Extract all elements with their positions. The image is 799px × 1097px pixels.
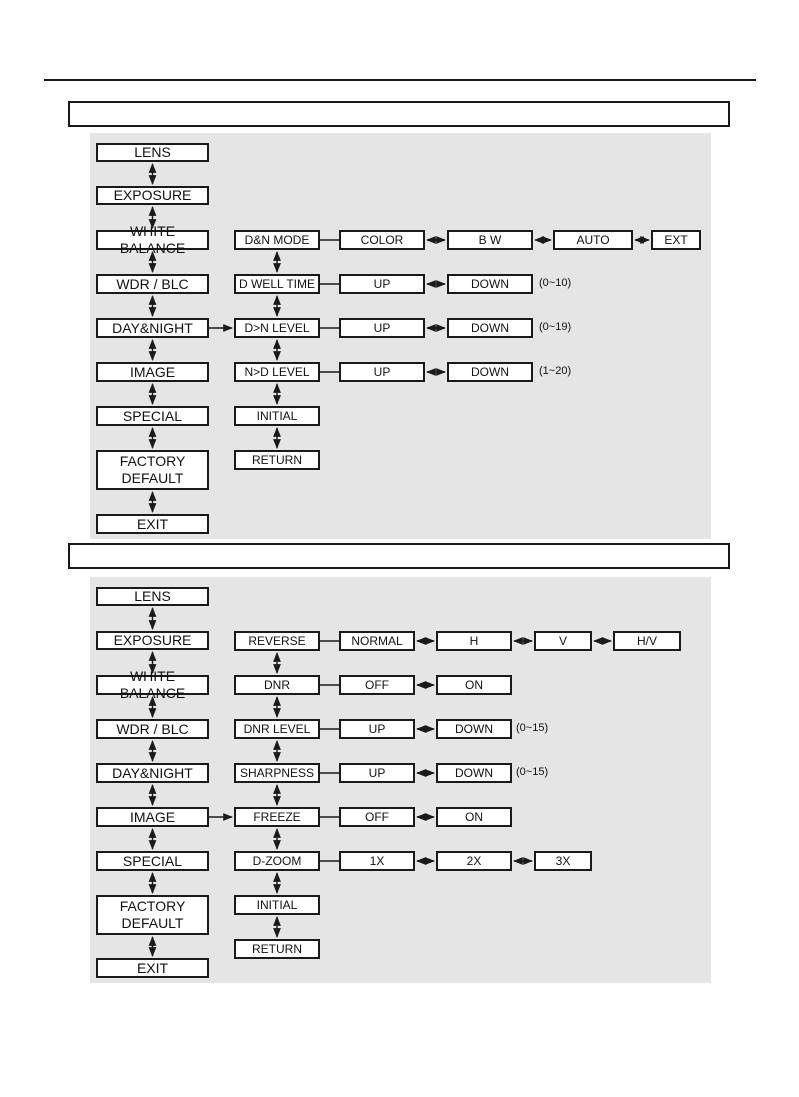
- image-menu-exit[interactable]: EXIT: [96, 958, 209, 978]
- daynight-opt-n-d-level-down[interactable]: DOWN: [447, 362, 533, 382]
- image-menu-day-night[interactable]: DAY&NIGHT: [96, 763, 209, 783]
- image-opt-dnr-off[interactable]: OFF: [339, 675, 415, 695]
- daynight-menu-wdr-blc[interactable]: WDR / BLC: [96, 274, 209, 294]
- daynight-opt-d-n-level-down[interactable]: DOWN: [447, 318, 533, 338]
- image-opt-d-zoom-1x[interactable]: 1X: [339, 851, 415, 871]
- image-range-sharpness: (0~15): [516, 766, 549, 778]
- image-sub-initial[interactable]: INITIAL: [234, 895, 320, 915]
- daynight-menu-special[interactable]: SPECIAL: [96, 406, 209, 426]
- image-opt-reverse-v[interactable]: V: [534, 631, 592, 651]
- image-sub-sharpness[interactable]: SHARPNESS: [234, 763, 320, 783]
- daynight-menu-exposure[interactable]: EXPOSURE: [96, 186, 209, 205]
- daynight-opt-n-d-level-up[interactable]: UP: [339, 362, 425, 382]
- daynight-menu-white-balance[interactable]: WHITE BALANCE: [96, 230, 209, 250]
- daynight-opt-d-n-mode-b-w[interactable]: B W: [447, 230, 533, 250]
- image-menu-special[interactable]: SPECIAL: [96, 851, 209, 871]
- image-sub-reverse[interactable]: REVERSE: [234, 631, 320, 651]
- daynight-menu-day-night[interactable]: DAY&NIGHT: [96, 318, 209, 338]
- image-menu-lens[interactable]: LENS: [96, 587, 209, 606]
- image-opt-reverse-h-v[interactable]: H/V: [613, 631, 681, 651]
- image-opt-sharpness-down[interactable]: DOWN: [436, 763, 512, 783]
- image-menu-white-balance[interactable]: WHITE BALANCE: [96, 675, 209, 695]
- image-opt-freeze-off[interactable]: OFF: [339, 807, 415, 827]
- daynight-sub-n-d-level[interactable]: N>D LEVEL: [234, 362, 320, 382]
- image-opt-reverse-normal[interactable]: NORMAL: [339, 631, 415, 651]
- daynight-sub-return[interactable]: RETURN: [234, 450, 320, 470]
- daynight-opt-d-well-time-down[interactable]: DOWN: [447, 274, 533, 294]
- daynight-menu-image[interactable]: IMAGE: [96, 362, 209, 382]
- daynight-range-d-n-level: (0~19): [539, 321, 572, 333]
- image-opt-d-zoom-2x[interactable]: 2X: [436, 851, 512, 871]
- image-sub-dnr-level[interactable]: DNR LEVEL: [234, 719, 320, 739]
- daynight-sub-d-n-level[interactable]: D>N LEVEL: [234, 318, 320, 338]
- image-sub-d-zoom[interactable]: D-ZOOM: [234, 851, 320, 871]
- daynight-opt-d-n-mode-ext[interactable]: EXT: [651, 230, 701, 250]
- daynight-sub-d-well-time[interactable]: D WELL TIME: [234, 274, 320, 294]
- image-opt-d-zoom-3x[interactable]: 3X: [534, 851, 592, 871]
- daynight-menu-lens[interactable]: LENS: [96, 143, 209, 162]
- image-sub-freeze[interactable]: FREEZE: [234, 807, 320, 827]
- daynight-opt-d-n-level-up[interactable]: UP: [339, 318, 425, 338]
- daynight-range-d-well-time: (0~10): [539, 277, 572, 289]
- image-menu-image[interactable]: IMAGE: [96, 807, 209, 827]
- image-opt-dnr-level-down[interactable]: DOWN: [436, 719, 512, 739]
- daynight-sub-d-n-mode[interactable]: D&N MODE: [234, 230, 320, 250]
- image-opt-sharpness-up[interactable]: UP: [339, 763, 415, 783]
- image-range-dnr-level: (0~15): [516, 722, 549, 734]
- daynight-range-n-d-level: (1~20): [539, 365, 572, 377]
- daynight-opt-d-n-mode-auto[interactable]: AUTO: [553, 230, 633, 250]
- daynight-menu-exit[interactable]: EXIT: [96, 514, 209, 534]
- daynight-menu-factory-default[interactable]: FACTORY DEFAULT: [96, 450, 209, 490]
- daynight-opt-d-n-mode-color[interactable]: COLOR: [339, 230, 425, 250]
- daynight-sub-initial[interactable]: INITIAL: [234, 406, 320, 426]
- daynight-opt-d-well-time-up[interactable]: UP: [339, 274, 425, 294]
- image-opt-dnr-on[interactable]: ON: [436, 675, 512, 695]
- image-menu-wdr-blc[interactable]: WDR / BLC: [96, 719, 209, 739]
- image-menu-exposure[interactable]: EXPOSURE: [96, 631, 209, 650]
- image-sub-dnr[interactable]: DNR: [234, 675, 320, 695]
- image-menu-factory-default[interactable]: FACTORY DEFAULT: [96, 895, 209, 935]
- image-opt-dnr-level-up[interactable]: UP: [339, 719, 415, 739]
- image-sub-return[interactable]: RETURN: [234, 939, 320, 959]
- image-opt-freeze-on[interactable]: ON: [436, 807, 512, 827]
- image-opt-reverse-h[interactable]: H: [436, 631, 512, 651]
